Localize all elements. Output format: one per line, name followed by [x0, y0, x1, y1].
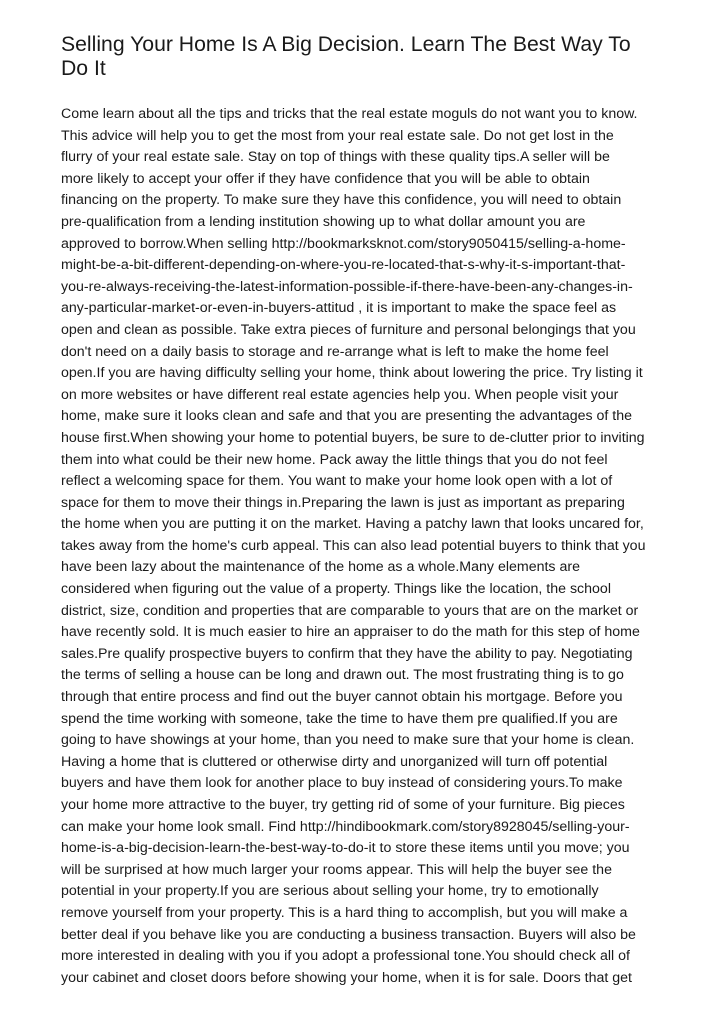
- body-line: sales.Pre qualify prospective buyers to confirm that they have the ability to pay. Negotiating: [61, 645, 633, 662]
- body-line: reflect a welcoming space for them. You want to make your home look open with a lot of: [61, 473, 613, 490]
- body-line: pre-qualification from a lending institution showing up to what dollar amount you are: [61, 213, 586, 230]
- body-line: will be surprised at how much larger your rooms appear. This will help the buyer see the: [61, 861, 612, 878]
- body-line: spend the time working with someone, take the time to have them pre qualified.If you are: [61, 710, 618, 727]
- body-line: on more websites or have different real estate agencies help you. When people visit your: [61, 386, 619, 403]
- body-line: them into what could be their new home. Pack away the little things that you do not feel: [61, 451, 608, 468]
- body-line: remove yourself from your property. This is a hard thing to accomplish, but you will make a: [61, 904, 628, 921]
- body-line: flurry of your real estate sale. Stay on top of things with these quality tips.A seller will be: [61, 149, 610, 166]
- body-line: house first.When showing your home to potential buyers, be sure to de-clutter prior to inviting: [61, 429, 645, 446]
- body-line: the home when you are putting it on the market. Having a patchy lawn that looks uncared for,: [61, 516, 644, 533]
- body-line: space for them to move their things in.Preparing the lawn is just as important as preparing: [61, 494, 625, 511]
- body-line: don't need on a daily basis to storage and re-arrange what is left to make the home feel: [61, 343, 609, 360]
- body-line: open and clean as possible. Take extra pieces of furniture and personal belongings that you: [61, 321, 636, 338]
- body-line: you-re-always-receiving-the-latest-information-possible-if-there-have-been-any-changes-in-: [61, 278, 633, 295]
- body-line: going to have showings at your home, than you need to make sure that your home is clean.: [61, 732, 635, 749]
- body-line: home-is-a-big-decision-learn-the-best-way-to-do-it to store these items until you move; you: [61, 840, 630, 857]
- body-line: any-particular-market-or-even-in-buyers-attitud , it is important to make the space feel as: [61, 300, 617, 317]
- body-line: more likely to accept your offer if they have confidence that you will be able to obtain: [61, 170, 590, 187]
- body-line: open.If you are having difficulty selling your home, think about lowering the price. Try listing it: [61, 365, 643, 382]
- body-line: the terms of selling a house can be long and drawn out. The most frustrating thing is to go: [61, 667, 624, 684]
- body-line: might-be-a-bit-different-depending-on-where-you-re-located-that-s-why-it-s-important-that-: [61, 257, 626, 274]
- title-line: Do It: [61, 56, 106, 80]
- body-line: potential in your property.If you are serious about selling your home, try to emotionally: [61, 883, 599, 900]
- body-line: This advice will help you to get the most from your real estate sale. Do not get lost in the: [61, 127, 614, 144]
- body-line: district, size, condition and properties that are comparable to yours that are on the market or: [61, 602, 639, 619]
- body-line: home, make sure it looks clean and safe and that you are presenting the advantages of the: [61, 408, 633, 425]
- body-line: more interested in dealing with you if you adopt a professional tone.You should check all of: [61, 948, 630, 965]
- body-line: Having a home that is cluttered or otherwise dirty and unorganized will turn off potential: [61, 753, 608, 770]
- body-line: better deal if you behave like you are conducting a business transaction. Buyers will also be: [61, 926, 636, 943]
- page-title: [61, 33, 673, 80]
- body-line: approved to borrow.When selling http://bookmarksknot.com/story9050415/selling-a-home-: [61, 235, 626, 252]
- body-line: Come learn about all the tips and tricks that the real estate moguls do not want you to know.: [61, 106, 638, 122]
- body-line: buyers and have them look for another place to buy instead of considering yours.To make: [61, 775, 623, 792]
- body-line: takes away from the home's curb appeal. This can also lead potential buyers to think that you: [61, 537, 646, 554]
- body-line: have been lazy about the maintenance of the home as a whole.Many elements are: [61, 559, 580, 576]
- body-line: through that entire process and find out the buyer cannot obtain his mortgage. Before you: [61, 689, 623, 706]
- body-line: have recently sold. It is much easier to hire an appraiser to do the math for this step of home: [61, 624, 640, 641]
- title-line: Selling Your Home Is A Big Decision. Learn The Best Way To: [61, 33, 631, 56]
- article-body: [61, 104, 667, 989]
- body-line: financing on the property. To make sure they have this confidence, you will need to obtain: [61, 192, 622, 209]
- body-line: can make your home look small. Find http://hindibookmark.com/story8928045/selling-your-: [61, 818, 630, 835]
- body-line: considered when figuring out the value of a property. Things like the location, the school: [61, 581, 611, 598]
- body-line: your home more attractive to the buyer, try getting rid of some of your furniture. Big pieces: [61, 797, 625, 813]
- body-line: your cabinet and closet doors before showing your home, when it is for sale. Doors that get: [61, 969, 632, 986]
